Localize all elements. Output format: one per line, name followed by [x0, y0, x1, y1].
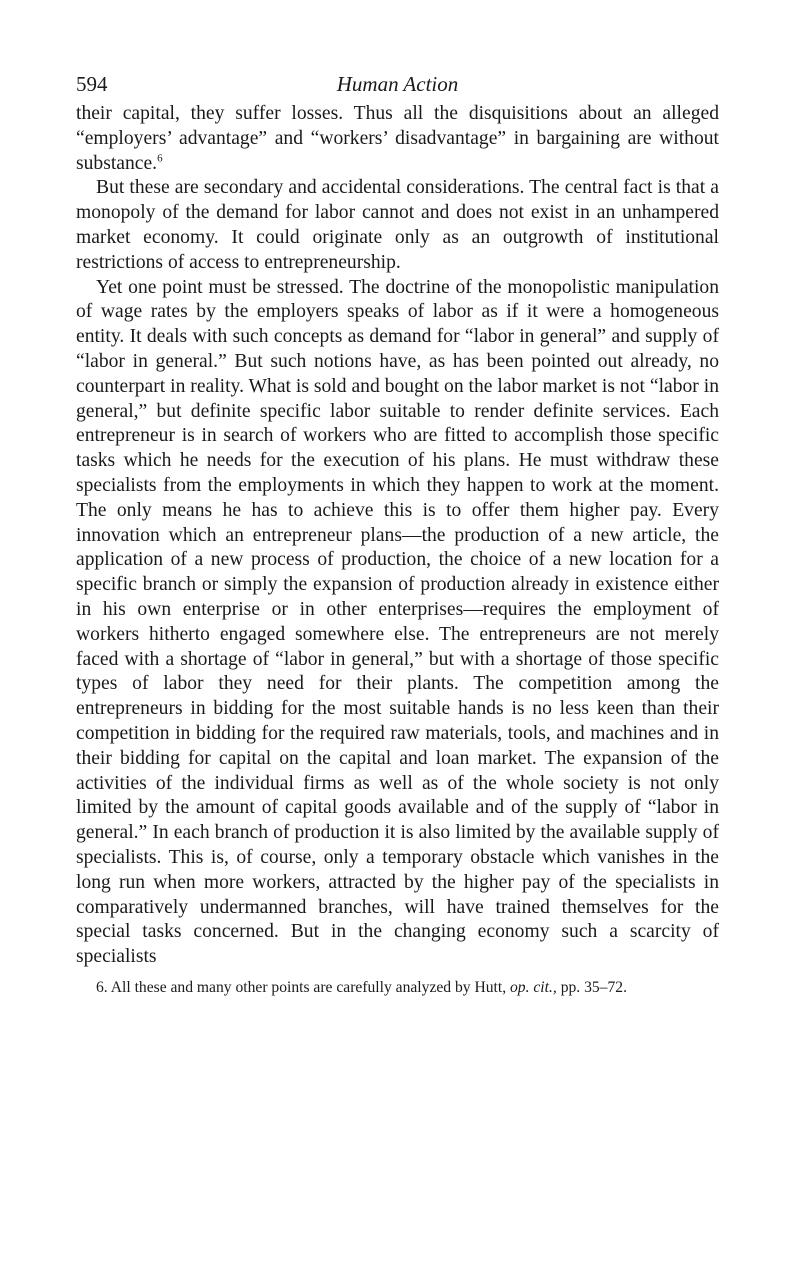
book-page — [76, 72, 719, 998]
footnote-citation: op. cit., — [510, 978, 557, 996]
paragraph-1-text: their capital, they suffer losses. Thus all the disquisitions about an alleged “employers’ advantage” and “workers’ disadvantage” in bargaining are without substance. — [76, 103, 719, 174]
running-title: Human Action — [336, 72, 459, 96]
footnote-reference: 6 — [157, 152, 163, 165]
footnote-number: 6. — [96, 978, 108, 996]
footnote-text: All these and many other points are carefully analyzed by Hutt, — [110, 978, 507, 996]
paragraph-3: Yet one point must be stressed. The doctrine of the monopolistic manipulation of wage rates by the employers speaks of labor as if it were a homogeneous entity. It deals with such concepts as demand for “labor in general” and supply of “labor in general.” But such notions have, as has been pointed out already, no counterpart in reality. What is sold and bought on the labor market is not “labor in general,” but definite specific labor suitable to render definite services. Each entrepreneur is in search of workers who are fitted to accomplish those specific tasks which he needs for the execution of his plans. He must withdraw these specialists from the employments in which they happen to work at the moment. The only means he has to achieve this is to offer them higher pay. Every innovation which an entrepreneur plans—the production of a new article, the application of a new process of production, the choice of a new location for a specific branch or simply the expansion of production already in existence either in his own enterprise or in other enterprises—requires the employment of workers hitherto engaged somewhere else. The entrepreneurs are not merely faced with a shortage of “labor in general,” but with a shortage of those specific types of labor they need for their plants. The competition among the entrepreneurs in bidding for the most suitable hands is no less keen than their competition in bidding for the required raw materials, tools, and machines and in their bidding for capital on the capital and loan market. The expansion of the activities of the individual firms as well as of the whole society is not only limited by the amount of capital goods available and of the supply of “labor in general.” In each branch of production it is also limited by the available supply of specialists. This is, of course, only a temporary obstacle which vanishes in the long run when more workers, attracted by the higher pay of the specialists in comparatively undermanned branches, will have trained themselves for the special tasks concerned. But in the changing economy such a scarcity of specialists — [76, 276, 719, 968]
paragraph-1 — [76, 102, 719, 176]
footnote — [76, 978, 719, 998]
body-text — [76, 102, 719, 970]
footnote-pages: pp. 35–72. — [560, 978, 627, 996]
running-head — [76, 72, 719, 102]
paragraph-2: But these are secondary and accidental considerations. The central fact is that a monopoly of the demand for labor cannot and does not exist in an unhampered market economy. It could originate only as an outgrowth of institutional restrictions of access to entrepreneurship. — [76, 177, 719, 273]
page-number: 594 — [76, 72, 108, 96]
